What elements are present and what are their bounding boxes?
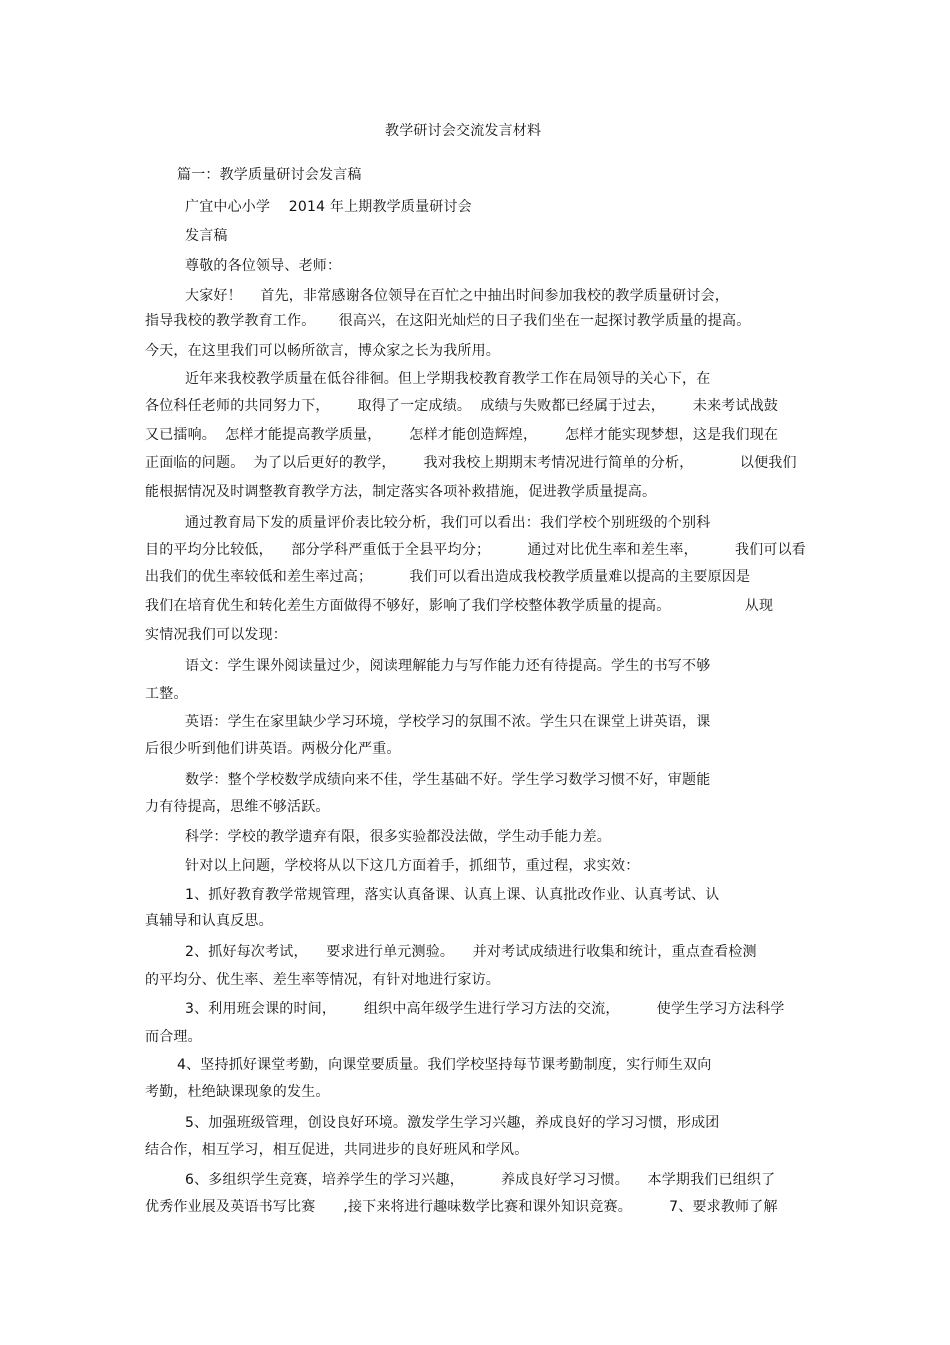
paragraph-line: 各位科任老师的共同努力下， 取得了一定成绩。 成绩与失败都已经属于过去， 未来考试战鼓 [145,398,779,414]
paragraph-line: 发言稿 [185,228,228,244]
document-title: 教学研讨会交流发言材料 [385,123,542,139]
paragraph-line: 近年来我校教学质量在低谷徘徊。但上学期我校教育教学工作在局领导的关心下，在 [185,371,711,387]
paragraph-line: 实情况我们可以发现： [145,627,287,643]
paragraph-line: 目的平均分比较低， 部分学科严重低于全县平均分； 通过对比优生率和差生率， 我们可以看 [145,542,807,558]
paragraph-line: 力有待提高，思维不够活跃。 [145,799,330,815]
list-item: 1、抓好教育教学常规管理，落实认真备课、认真上课、认真批改作业、认真考试、认 [185,887,720,903]
paragraph-line: 大家好！ 首先，非常感谢各位领导在百忙之中抽出时间参加我校的教学质量研讨会， [185,288,729,304]
paragraph-line: 今天，在这里我们可以畅所欲言，博众家之长为我所用。 [145,343,500,359]
paragraph-line: 出我们的优生率较低和差生率过高； 我们可以看出造成我校教学质量难以提高的主要原因是 [145,569,751,585]
paragraph-line: 正面临的问题。 为了以后更好的教学， 我对我校上期期末考情况进行简单的分析， 以便我们 [145,455,797,471]
list-item: 真辅导和认真反思。 [145,913,273,929]
paragraph-line: 能根据情况及时调整教育教学方法，制定落实各项补救措施，促进教学质量提高。 [145,484,657,500]
paragraph-line: 我们在培育优生和转化差生方面做得不够好，影响了我们学校整体教学质量的提高。 从现 [145,598,774,614]
list-item: 5、加强班级管理，创设良好环境。激发学生学习兴趣，养成良好的学习习惯，形成团 [185,1115,720,1131]
list-item: 而合理。 [145,1029,202,1045]
list-item: 4、坚持抓好课堂考勤，向课堂要质量。我们学校坚持每节课考勤制度，实行师生双向 [177,1057,712,1073]
paragraph-line: 又已擂响。 怎样才能提高教学质量， 怎样才能创造辉煌， 怎样才能实现梦想，这是我们现在 [145,427,779,443]
list-item: 6、多组织学生竞赛，培养学生的学习兴趣， 养成良好学习习惯。 本学期我们已组织了 [185,1172,776,1188]
paragraph-line: 数学：整个学校数学成绩向来不佳，学生基础不好。学生学习数学习惯不好，审题能 [185,772,711,788]
paragraph-line: 语文：学生课外阅读量过少，阅读理解能力与写作能力还有待提高。学生的书写不够 [185,658,711,674]
list-item: 3、利用班会课的时间， 组织中高年级学生进行学习方法的交流， 使学生学习方法科学 [185,1001,785,1017]
list-item: 结合作，相互学习，相互促进，共同进步的良好班风和学风。 [145,1142,529,1158]
paragraph-line: 广宜中心小学 2014 年上期教学质量研讨会 [185,199,472,215]
paragraph-line: 针对以上问题，学校将从以下这几方面着手，抓细节，重过程，求实效： [185,858,640,874]
salutation: 尊敬的各位领导、老师： [185,258,342,274]
list-item: 2、抓好每次考试， 要求进行单元测验。 并对考试成绩进行收集和统计，重点查看检测 [185,944,757,960]
list-item: 考勤，杜绝缺课现象的发生。 [145,1084,330,1100]
paragraph-line: 科学：学校的教学遗弃有限，很多实验都没法做，学生动手能力差。 [185,829,611,845]
paragraph-line: 通过教育局下发的质量评价表比较分析，我们可以看出：我们学校个别班级的个别科 [185,515,711,531]
paragraph-line: 英语：学生在家里缺少学习环境，学校学习的氛围不浓。学生只在课堂上讲英语，课 [185,714,711,730]
paragraph-line: 指导我校的教学教育工作。 很高兴，在这阳光灿烂的日子我们坐在一起探讨教学质量的提高。 [145,313,751,329]
list-item: 优秀作业展及英语书写比赛 ,接下来将进行趣味数学比赛和课外知识竞赛。 7、要求教师了解 [145,1199,778,1215]
section-heading: 篇一：教学质量研讨会发言稿 [177,167,362,183]
list-item: 的平均分、优生率、差生率等情况，有针对地进行家访。 [145,972,500,988]
paragraph-line: 后很少听到他们讲英语。两极分化严重。 [145,741,401,757]
paragraph-line: 工整。 [145,686,188,702]
